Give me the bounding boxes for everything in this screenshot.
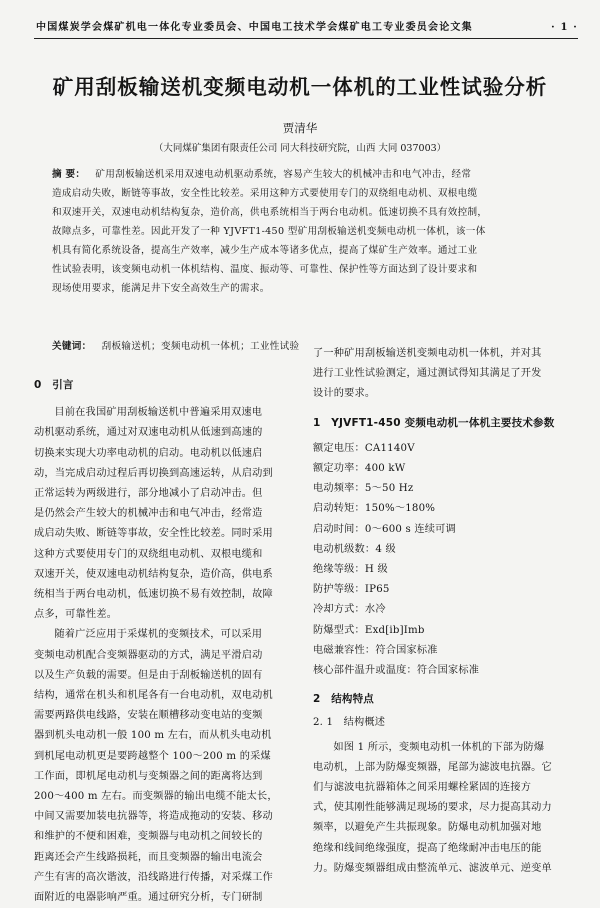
spec-item: 启动转矩：150%～180% (313, 503, 436, 515)
right-column (313, 344, 571, 879)
header-rule (34, 38, 578, 39)
abstract (52, 165, 566, 298)
paragraph-intro-1: 目前在我国矿用刮板输送机中普遍采用双速电 动机驱动系统，通过对双速电动机从低速到高速的 切换来实现大功率电动机的启动。电动机以低速启 动，当完成启动过程后再切换到高速运转，从启动到 正常运转为两级进行，部分地减小了启动冲击。但 是仍然会产生较大的机械冲击和电气冲击，经常造 成启动失败、断链等事故，安全性比较差。同时采用 这种方式要使用专门的双绕组电动机、双根电缆和 双速开关，使双速电动机结构复杂，造价高，供电系 统相当于两台电动机，低速切换不易有效控制，故障 点多，可靠性差。 (34, 407, 273, 621)
section-heading-intro: 0 引言 (34, 379, 74, 391)
spec-item: 额定电压：CA1140V (313, 442, 415, 454)
affiliation: （大同煤矿集团有限责任公司 同大科技研究院，山西 大同 037003） (153, 143, 447, 154)
left-column (34, 375, 288, 908)
header-journal-title: 中国煤炭学会煤矿机电一体化专业委员会、中国电工技术学会煤矿电工专业委员会论文集 (36, 22, 473, 33)
spec-item: 额定功率：400 kW (313, 463, 406, 475)
paragraph-intro-2: 随着广泛应用于采煤机的变频技术，可以采用 变频电动机配合变频器驱动的方式，满足平滑启动 以及生产负载的需要。但是由于刮板输送机的固有 结构，通常在机头和机尾各有一台电动机，双电动机 需要两路供电线路，安装在顺槽移动变电站的变频 器到机头电动机一般 100 m 左右，而从机头电动机 到机尾电动机更是要跨越整个 100～200 m 的采煤 工作面，即机尾电动机与变频器之间的距离将达到 200～400 m 左右。而变频器的输出电缆不能太长， 中间又需要加装电抗器等，将造成拖动的安装、移动 和维护的不便和困难，变频器与电动机之间较长的 距离还会产生线路损耗，而且变频器的输出电流会 产生有害的高次谐波，沿线路进行传播，对采煤工作 面附近的电器影响严重。通过研究分析，专门研制 (34, 629, 278, 904)
abstract-line: 故障点多，可靠性差。因此开发了一种 YJVFT1-450 型矿用刮板输送机变频电动机一体机，该一体 (52, 226, 486, 237)
spec-item: 核心部件温升或温度：符合国家标准 (313, 665, 480, 677)
spec-list (313, 439, 571, 681)
section-heading-structure: 2 结构特点 (313, 693, 375, 706)
spec-item: 绝缘等级：H 级 (313, 564, 388, 576)
abstract-line: 摘 要： 矿用刮板输送机采用双速电动机驱动系统，容易产生较大的机械冲击和电气冲击，经常 (52, 169, 472, 180)
spec-item: 启动时间：0～600 s 连续可调 (313, 523, 456, 535)
abstract-line: 和双速开关，双速电动机结构复杂，造价高，供电系统相当于两台电动机。低速切换不具有效控制， (52, 207, 488, 218)
abstract-line: 性试验表明，该变频电动机一体机结构、温度、振动等、可靠性、保护性等方面达到了设计要求和 (52, 264, 478, 275)
spec-item: 防爆型式：Exd[ib]Imb (313, 624, 425, 636)
running-header (36, 18, 578, 33)
section-heading-params: 1 YJVFT1-450 变频电动机一体机主要技术参数 (313, 416, 555, 429)
abstract-line: 机具有简化系统设备，提高生产效率，减少生产成本等诸多优点，提高了煤矿生产效率。通过工业 (52, 245, 478, 256)
paper-title: 矿用刮板输送机变频电动机一体机的工业性试验分析 (52, 75, 548, 99)
spec-item: 防护等级：IP65 (313, 584, 390, 596)
spec-item: 冷却方式：水冷 (313, 604, 386, 616)
paragraph-intro-cont: 了一种矿用刮板输送机变频电动机一体机，并对其 进行工业性试验测定，通过测试得知其满足了开发 设计的要求。 (313, 348, 542, 400)
paragraph-structure: 如图 1 所示，变频电动机一体机的下部为防爆 电动机，上部为防爆变频器，尾部为滤波电抗器。它 们与滤波电抗器箱体之间采用螺栓紧固的连接方 式，使其刚性能够满足现场的要求，尽力提高其动力 频率，以避免产生共振现象。防爆电动机加强对地 绝缘和线间绝缘强度，提高了绝缘耐冲击电压的能 力。防爆变频器组成由整流单元、滤波单元、逆变单 (313, 741, 552, 874)
abstract-line: 现场使用要求，能满足井下安全高效生产的需求。 (52, 283, 270, 294)
spec-item: 电磁兼容性：符合国家标准 (313, 644, 438, 656)
author: 贾清华 (282, 121, 318, 135)
keywords-text: 刮板输送机；变频电动机一体机；工业性试验 (101, 341, 300, 352)
subsection-heading-overview: 2. 1 结构概述 (313, 717, 386, 729)
keywords-label: 关键词： (52, 341, 92, 352)
spec-item: 电动机级数：4 级 (313, 543, 396, 555)
spec-item: 电动频率：5～50 Hz (313, 483, 414, 495)
abstract-label: 摘 要： (52, 169, 86, 180)
page-number: · 1 · (551, 22, 578, 33)
abstract-line: 造成启动失败，断链等事故，安全性比较差。采用这种方式要使用专门的双绕组电动机、双根电缆 (52, 188, 478, 199)
